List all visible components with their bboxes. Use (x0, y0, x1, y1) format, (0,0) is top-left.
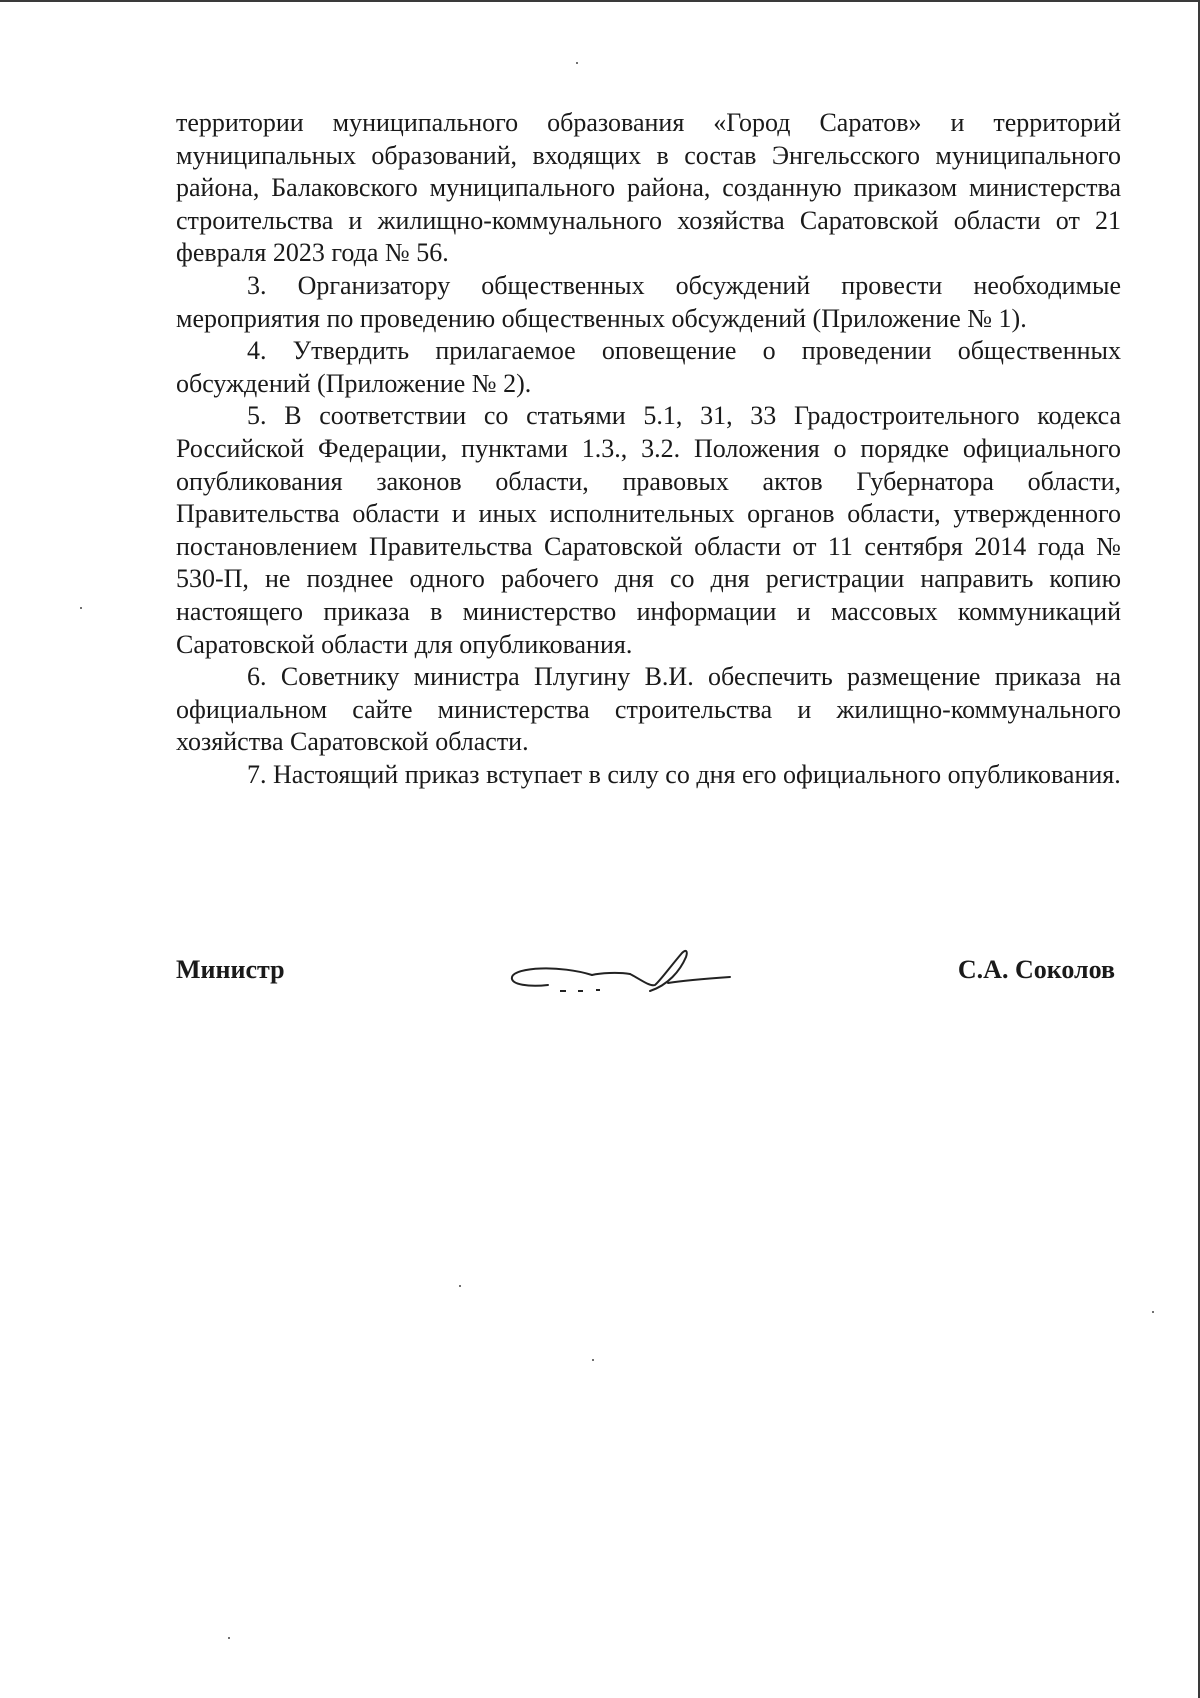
paragraph-item-3: 3. Организатору общественных обсуждений провести необходимые мероприятия по проведению общественных обсуждений (Приложение № 1). (176, 270, 1121, 333)
scan-speck (228, 1637, 230, 1639)
scan-speck (459, 1285, 461, 1287)
scan-speck (592, 1359, 594, 1361)
paragraph-continuation: территории муниципального образования «Город Саратов» и территорий муниципальных образований, входящих в состав Энгельсского муниципального района, Балаковского муниципального района, созданную приказом министерства строительства и жилищно-коммунального хозяйства Саратовской области от 21 февраля 2023 года № 56. (176, 108, 1121, 268)
scan-edge-top (0, 0, 1200, 2)
scan-speck (1152, 1311, 1154, 1313)
paragraph-item-7: 7. Настоящий приказ вступает в силу со дня его официального опубликования. (247, 759, 1121, 789)
document-body (176, 107, 1121, 791)
signatory-name: С.А. Соколов (957, 955, 1115, 984)
paragraph-item-5: 5. В соответствии со статьями 5.1, 31, 33 Градостроительного кодекса Российской Федерации, пунктами 1.3., 3.2. Положения о порядке официального опубликования законов области, правовых актов Губернатора области, Правительства области и иных исполнительных органов области, утвержденного постановлением Правительства Саратовской области от 11 сентября 2014 года № 530-П, не позднее одного рабочего дня со дня регистрации направить копию настоящего приказа в министерство информации и массовых коммуникаций Саратовской области для опубликования. (176, 401, 1121, 659)
handwritten-signature (500, 945, 750, 1005)
signatory-position: Министр (176, 955, 285, 984)
scan-speck (576, 62, 578, 64)
paragraph-item-6: 6. Советнику министра Плугину В.И. обеспечить размещение приказа на официальном сайте министерства строительства и жилищно-коммунального хозяйства Саратовской области. (176, 662, 1121, 757)
scan-speck (80, 607, 82, 609)
paragraph-item-4: 4. Утвердить прилагаемое оповещение о проведении общественных обсуждений (Приложение № 2). (176, 336, 1121, 398)
